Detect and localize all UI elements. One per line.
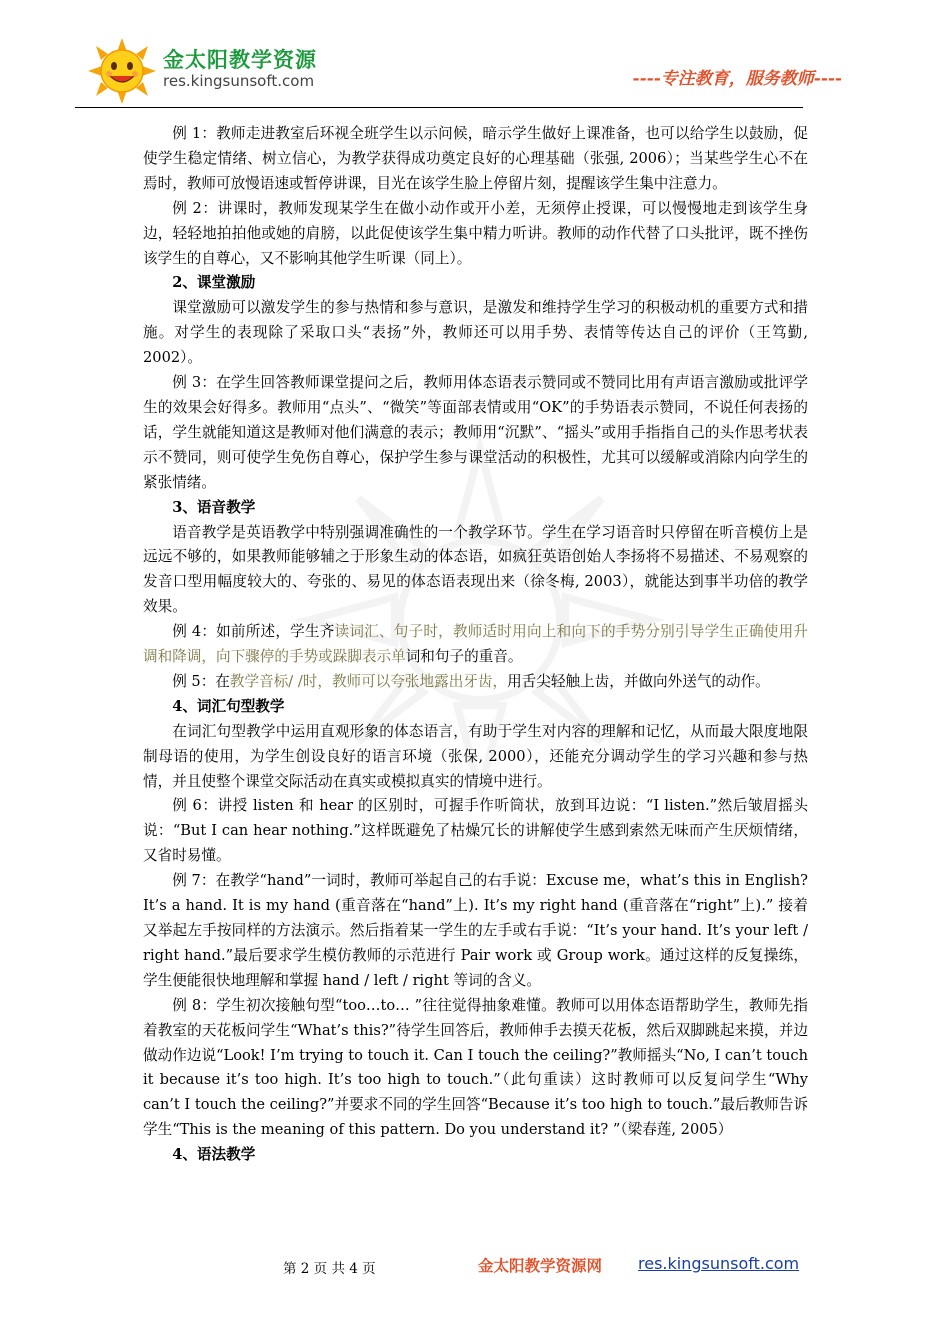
example-4-text-end: 词和句子的重音。	[405, 648, 523, 666]
footer-brand: 金太阳教学资源网	[478, 1257, 603, 1275]
paragraph-example-1: 例 1：教师走进教室后环视全班学生以示问候，暗示学生做好上课准备，也可以给学生以鼓励，促使学生稳定情绪、树立信心，为教学获得成功奠定良好的心理基础（张强, 2006）；当某些学生心不在焉时，教师可放慢语速或暂停讲课，目光在该学生脸上停留片刻，提醒该学生集中注意力。	[143, 125, 808, 192]
example-5-text-highlight: 教学音标/ /时，教师可以夸张地露出牙齿，	[229, 672, 508, 690]
paragraph-example-8: 例 8：学生初次接触句型“too…to… ”往往觉得抽象难懂。教师可以用体态语帮助学生，教师先指着教室的天花板问学生“What’s this?”待学生回答后，教师伸手去摸天花板，然后双脚跳起来摸，并边做动作边说“Look! I’m trying to touch it. Can I touch the ceiling?”教师摇头“No, I can’t touch it because it’s too high. It’s too high to touch.”（此句重读）这时教师可以反复问学生“Why can’t I touch the ceiling?”并要求不同的学生回答“Because it’s too high to touch.”最后教师告诉学生“This is the meaning of this pattern. Do you understand it? ”（梁春莲, 2005）	[143, 996, 808, 1139]
paragraph-example-2: 例 2：讲课时，教师发现某学生在做小动作或开小差，无须停止授课，可以慢慢地走到该学生身边，轻轻地拍拍他或她的肩膀，以此促使该学生集中精力听讲。教师的动作代替了口头批评，既不挫伤该学生的自尊心，又不影响其他学生听课（同上）。	[143, 199, 808, 267]
example-4-text-start: 例 4：如前所述，学生齐	[172, 623, 335, 641]
example-5-text-end: 用舌尖轻触上齿，并做向外送气的动作。	[507, 672, 770, 690]
paragraph-example-7: 例 7：在教学“hand”一词时，教师可举起自己的右手说：Excuse me，what’s this in English? It’s a hand. It is my hand (重音落在“hand”上). It’s my right hand (重音落在“right”上).” 接着又举起左手按同样的方法演示。然后指着某一学生的左手或右手说：“It’s your hand. It’s your left / right hand.”最后要求学生模仿教师的示范进行 Pair work 或 Group work。通过这样的反复操练，学生便能很快地理解和掌握 hand / left / right 等词的含义。	[143, 872, 808, 989]
example-5-text-start: 例 5：在	[172, 672, 230, 690]
section-heading-vocabulary: 4、词汇句型教学	[172, 697, 285, 715]
page-footer	[0, 1252, 950, 1282]
paragraph-example-4	[143, 620, 808, 670]
paragraph-example-5	[143, 670, 808, 695]
document-body	[143, 122, 808, 1168]
paragraph-vocabulary-intro: 在词汇句型教学中运用直观形象的体态语言，有助于学生对内容的理解和记忆，从而最大限度地限制母语的使用，为学生创设良好的语言环境（张保, 2000），还能充分调动学生的学习兴趣和参与热情，并且使整个课堂交际活动在真实或模拟真实的情境中进行。	[143, 722, 808, 790]
page-number: 第 2 页 共 4 页	[283, 1261, 376, 1277]
section-heading-classroom-motivation: 2、课堂激励	[172, 274, 256, 292]
paragraph-motivation-intro: 课堂激励可以激发学生的参与热情和参与意识，是激发和维持学生学习的积极动机的重要方式和措施。对学生的表现除了采取口头“表扬”外，教师还可以用手势、表情等传达自己的评价（王笃勤, 2002）。	[143, 299, 808, 367]
paragraph-example-3: 例 3：在学生回答教师课堂提问之后，教师用体态语表示赞同或不赞同比用有声语言激励或批评学生的效果会好得多。教师用“点头”、“微笑”等面部表情或用“OK”的手势语表示赞同，不说任何表扬的话，学生就能知道这是教师对他们满意的表示；教师用“沉默”、“摇头”或用手指指自己的头作思考状表示不赞同，则可使学生免伤自尊心，保护学生参与课堂活动的积极性，尤其可以缓解或消除内向学生的紧张情绪。	[143, 374, 808, 491]
smiling-sun-logo-icon	[82, 38, 162, 104]
example-4-text-highlight: 读词汇、句子时，教师适时用向上和向下的手势分别引导学生正确使用升调和降调，向下骤停的手势或跺脚表示单	[143, 623, 808, 666]
header-slogan: ----专注教育，服务教师----	[632, 69, 842, 89]
paragraph-example-6: 例 6：讲授 listen 和 hear 的区别时，可握手作听筒状，放到耳边说：“I listen.”然后皱眉摇头说：“But I can hear nothing.”这样既避免了枯燥冗长的讲解使学生感到索然无味而产生厌烦情绪，又省时易懂。	[143, 797, 808, 865]
header-divider	[75, 107, 803, 108]
paragraph-phonetics-intro: 语音教学是英语教学中特别强调准确性的一个教学环节。学生在学习语音时只停留在听音模仿上是远远不够的，如果教师能够辅之于形象生动的体态语，如疯狂英语创始人李扬将不易描述、不易观察的发音口型用幅度较大的、夸张的、易见的体态语表现出来（徐冬梅, 2003），就能达到事半功倍的教学效果。	[143, 523, 808, 616]
section-heading-phonetics: 3、语音教学	[172, 498, 256, 516]
footer-url-link[interactable]: res.kingsunsoft.com	[638, 1254, 800, 1273]
page-header	[0, 0, 950, 112]
brand-url: res.kingsunsoft.com	[163, 72, 315, 90]
section-heading-grammar: 4、语法教学	[172, 1146, 256, 1164]
brand-name: 金太阳教学资源	[163, 48, 317, 72]
